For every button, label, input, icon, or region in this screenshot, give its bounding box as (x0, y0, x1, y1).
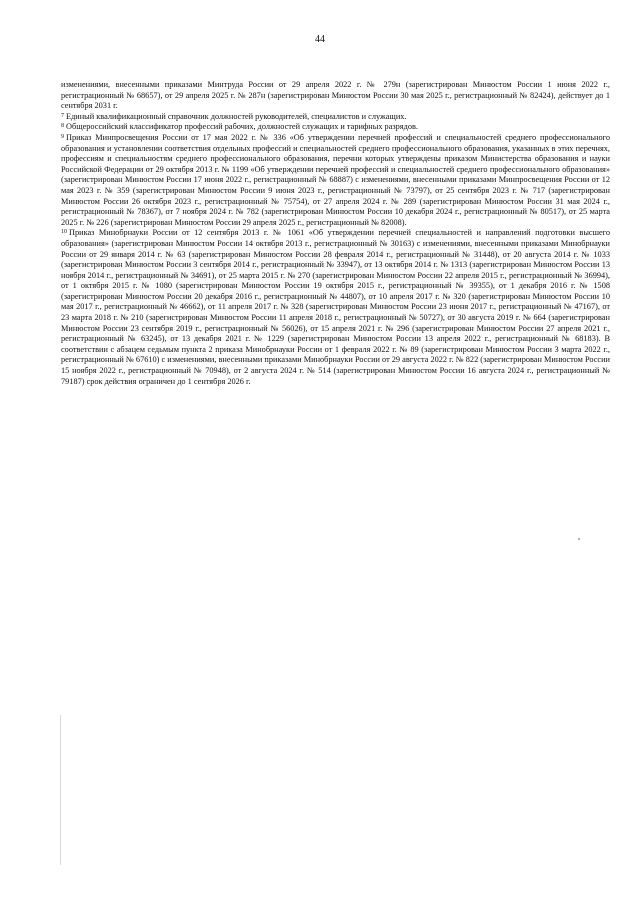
footnote-7 (61, 112, 610, 123)
footnotes-section (61, 80, 610, 387)
footnote-9 (61, 133, 610, 228)
footnote-text: Приказ Минобрнауки России от 12 сентября 2013 г. № 1061 «Об утверждении перечней специальностей и направлений подготовки высшего образования» (зарегистрирован Минюстом России 14 октября 2013 г., регистрационный № 30163) с изменениями, внесенными приказами Минобрнауки России от 29 января 2014 г. № 63 (зарегистрирован Минюстом России 28 февраля 2014 г., регистрационный № 31448), от 20 августа 2014 г. № 1033 (зарегистрирован Минюстом России 3 сентября 2014 г., регистрационный № 33947), от 13 октября 2014 г. № 1313 (зарегистрирован Минюстом России 13 ноября 2014 г., регистрационный № 34691), от 25 марта 2015 г. № 270 (зарегистрирован Минюстом России 22 апреля 2015 г., регистрационный № 36994), от 1 октября 2015 г. № 1080 (зарегистрирован Минюстом России 19 октября 2015 г., регистрационный № 39355), от 1 декабря 2016 г. № 1508 (зарегистрирован Минюстом России 20 декабря 2016 г., регистрационный № 44807), от 10 апреля 2017 г. № 320 (зарегистрирован Минюстом России 10 мая 2017 г., регистрационный № 46662), от 11 апреля 2017 г. № 328 (зарегистрирован Минюстом России 23 июня 2017 г., регистрационный № 47167), от 23 марта 2018 г. № 210 (зарегистрирован Минюстом России 11 апреля 2018 г., регистрационный № 50727), от 30 августа 2019 г. № 664 (зарегистрирован Минюстом России 23 сентября 2019 г., регистрационный № 56026), от 15 апреля 2021 г. № 296 (зарегистрирован Минюстом России 27 апреля 2021 г., регистрационный № 63245), от 13 декабря 2021 г. № 1229 (зарегистрирован Минюстом России 13 апреля 2022 г., регистрационный № 68183). В соответствии с абзацем седьмым пункта 2 приказа Минобрнауки России от 1 февраля 2022 г. № 89 (зарегистрирован Минюстом России 3 марта 2022 г., регистрационный № 67610) с изменениями, внесенными приказами Минобрнауки России от 29 августа 2022 г. № 822 (зарегистрирован Минюстом России 15 ноября 2022 г., регистрационный № 70948), от 2 августа 2024 г. № 514 (зарегистрирован Минюстом России 16 августа 2024 г., регистрационный № 79187) срок действия ограничен до 1 сентября 2026 г. (61, 228, 610, 386)
scan-artifact-line (60, 715, 61, 865)
scan-artifact-dot (578, 538, 580, 540)
footnote-marker: 7 (61, 112, 64, 119)
footnote-8 (61, 122, 610, 133)
footnote-text: Общероссийский классификатор профессий рабочих, должностей служащих и тарифных разрядов. (66, 122, 418, 132)
footnote-text: Единый квалификационный справочник должностей руководителей, специалистов и служащих. (66, 111, 407, 121)
footnote-marker: 9 (61, 133, 64, 140)
page-number: 44 (315, 34, 325, 45)
footnote-10 (61, 228, 610, 387)
footnote-marker: 8 (61, 123, 64, 130)
footnote-marker: 10 (61, 229, 67, 236)
footnote-text: изменениями, внесенными приказами Минтруда России от 29 апреля 2022 г. № 279н (зарегистрирован Минюстом России 1 июня 2022 г., регистрационный № 68657), от 29 апреля 2025 г. № 287н (зарегистрирован Минюстом России 30 мая 2025 г., регистрационный № 82424), действует до 1 сентября 2031 г. (61, 80, 610, 111)
footnote-text: Приказ Минпросвещения России от 17 мая 2022 г. № 336 «Об утверждении перечней профессий и специальностей среднего профессионального образования и установлении соответствия отдельных профессий и специальностей среднего профессионального образования, указанных в этих перечнях, профессиям и специальностям среднего профессионального образования, перечни которых утверждены приказом Министерства образования и науки Российской Федерации от 29 октября 2013 г. № 1199 «Об утверждении перечней профессий и специальностей среднего профессионального образования» (зарегистрирован Минюстом России 17 июня 2022 г., регистрационный № 68887) с изменениями, внесенными приказами Минпросвещения России от 12 мая 2023 г. № 359 (зарегистрирован Минюстом России 9 июня 2023 г., регистрационный № 73797), от 25 сентября 2023 г. № 717 (зарегистрирован Минюстом России 26 октября 2023 г., регистрационный № 75754), от 27 апреля 2024 г. № 289 (зарегистрирован Минюстом России 31 мая 2024 г., регистрационный № 78367), от 7 ноября 2024 г. № 782 (зарегистрирован Минюстом России 10 декабря 2024 г., регистрационный № 80517), от 25 марта 2025 г. № 226 (зарегистрирован Минюстом России 29 апреля 2025 г., регистрационный № 82008). (61, 132, 610, 227)
footnote-continuation (61, 80, 610, 112)
